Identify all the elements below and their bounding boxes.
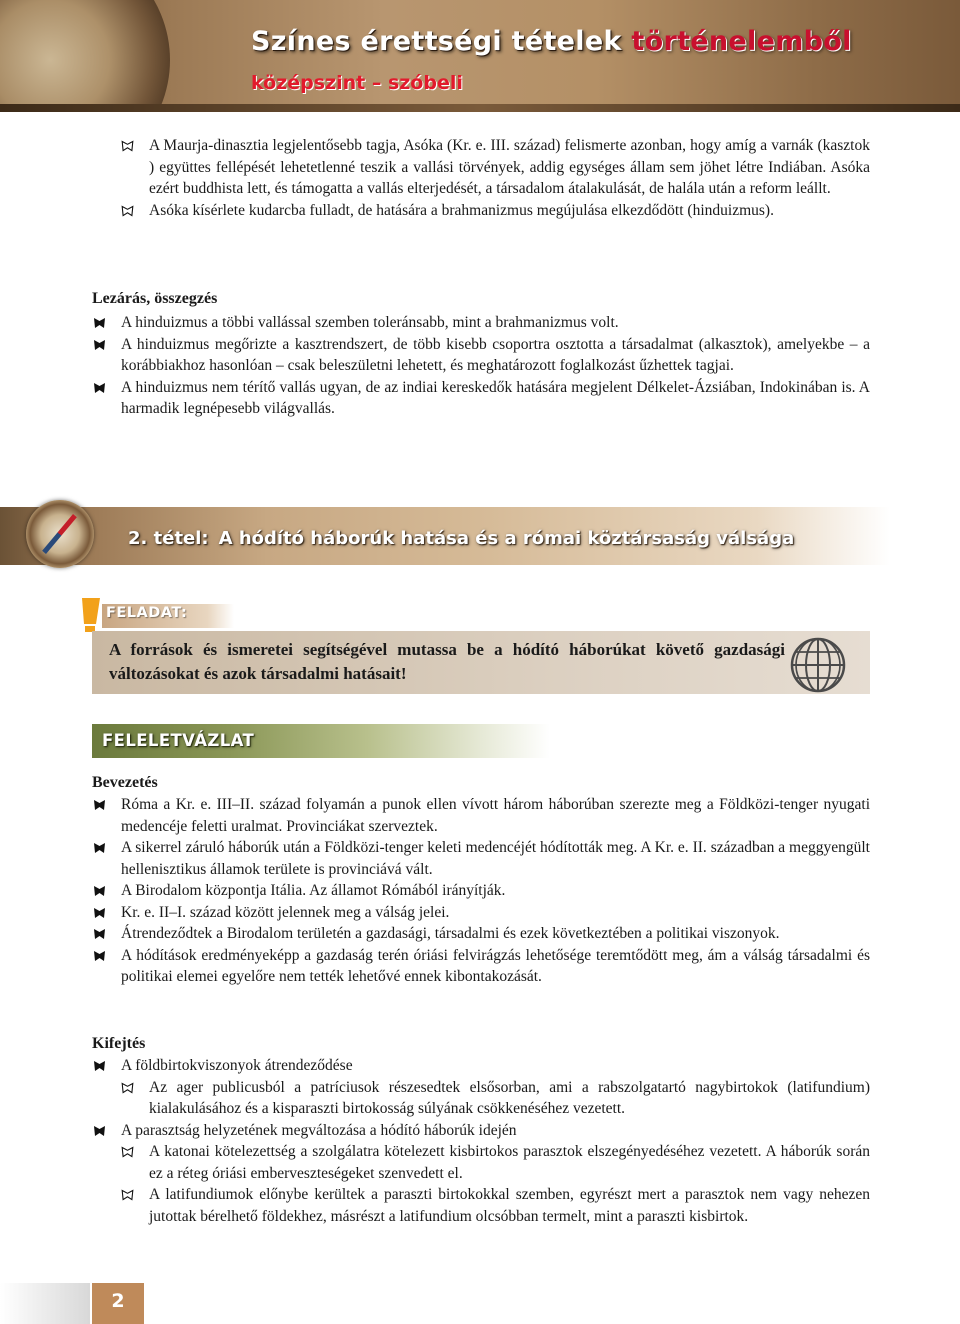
list-item [92,923,870,945]
filled-bullet-icon [93,1125,106,1137]
filled-bullet-icon [93,799,106,811]
list-item-text: A Birodalom központja Itália. Az államot Rómából irányítják. [121,882,506,899]
list-item [120,1077,870,1120]
list-item [120,1141,870,1184]
filled-bullet-icon [93,317,106,329]
list-item-text: A parasztság helyzetének megváltozása a hódító háborúk idején [121,1121,517,1139]
body-section [92,1033,870,1227]
list-item [92,334,870,377]
page-number: 2 [111,1290,125,1312]
globe-icon [790,637,846,693]
list-item-text: A hinduizmus a többi vallással szemben toleránsabb, mint a brahmanizmus volt. [121,314,619,331]
list-item [120,1184,870,1227]
list-item [92,945,870,988]
outline-label: FELELETVÁZLAT [102,731,255,750]
hollow-bullet-icon [121,1189,134,1201]
list-item [92,880,870,902]
list-item-text: A hinduizmus nem térítő vallás ugyan, de az indiai kereskedők hatására megjelent Délkelet-Ázsiában, Indokinában is. A harmadik legnépesebb világvallás. [121,378,870,417]
list-item-text: A hódítások eredményeképp a gazdaság terén óriási felvirágzás lehetősége teremtődött meg, ám a válság társadalmi és politikai elemei egyelőre nem tették lehetővé ennek kibontakozását. [121,946,870,985]
list-item-text: Asóka kísérlete kudarcba fulladt, de hatására a brahmanizmus megújulása elkezdődött (hinduizmus). [149,201,774,219]
list-item [120,135,870,200]
task-label: FELADAT: [106,605,188,621]
list-item-text: A hinduizmus megőrizte a kasztrendszert, de több kisebb csoportra osztotta a társadalmat (alkasztok), amelyekbe – a korábbiakhoz hasonlóan – csak beleszületni lehetett, és meghatározott foglalkozást űzhettek tagjai. [121,335,870,374]
filled-bullet-icon [93,928,106,940]
filled-bullet-icon [93,1060,106,1072]
list-item [92,312,870,334]
list-item [92,902,870,924]
list-item-text: Kr. e. II–I. század között jelennek meg a válság jelei. [121,903,450,921]
list-item [92,377,870,420]
closing-heading: Lezárás, összegzés [92,290,218,307]
hollow-bullet-icon [121,140,134,152]
filled-bullet-icon [93,339,106,351]
list-item-text: Az ager publicusból a patríciusok részesedtek elsősorban, ami a rabszolgatartó nagybirtokok (latifundium) kialakulásához és a kisparaszti birtokosság súlyának csökkenéséhez vezetett. [149,1078,870,1117]
filled-bullet-icon [93,885,106,897]
closing-section [92,288,870,420]
filled-bullet-icon [93,842,106,854]
compass-icon [26,500,94,568]
list-item [92,837,870,880]
list-item [92,1055,870,1077]
top-section [92,135,870,221]
list-item-text: A sikerrel záruló háborúk után a Földközi-tenger keleti medencéjét hódították meg. A Kr. e. II. században a meggyengült hellenisztikus államok területe is provinciává vált. [121,839,870,878]
section-title: 2. tétel: A hódító háborúk hatása és a római köztársaság válsága [128,528,795,549]
filled-bullet-icon [93,950,106,962]
intro-heading: Bevezetés [92,774,158,791]
list-item-text: A latifundiumok előnybe kerültek a paraszti birtokokkal szemben, egyrészt mert a parasztok nem vagy nehezen jutottak bérelhető földekhez, másrészt a latifundium olcsóbban termelt, mint a paraszti kisbirtok. [149,1186,870,1225]
list-item [92,1120,870,1142]
exclamation-icon [78,598,100,632]
list-item-text: A katonai kötelezettség a szolgálatra kötelezett kisbirtokos parasztok elszegényedéséhez vezetett. A háborúk során ez a réteg óriási emberveszteségeket szenvedett el. [149,1143,870,1182]
list-item-text: Róma a Kr. e. III–II. század folyamán a punok ellen vívott három háborúban szerezte meg a Földközi-tenger nyugati medencéje feletti uralmat. Provinciákat szerveztek. [121,796,870,835]
book-subtitle: középszint – szóbeli [251,72,463,94]
body-heading: Kifejtés [92,1035,146,1052]
filled-bullet-icon [93,382,106,394]
list-item [120,200,870,222]
compass-decoration-icon [0,0,170,112]
hollow-bullet-icon [121,1082,134,1094]
hollow-bullet-icon [121,1146,134,1158]
task-text: A források és ismeretei segítségével mutassa be a hódító háborúkat követő gazdasági változásokat és azok társadalmi hatásait! [109,640,785,683]
list-item-text: Átrendeződtek a Birodalom területén a gazdasági, társadalmi és ezek következtében a politikai viszonyok. [121,925,780,942]
intro-section [92,772,870,988]
hollow-bullet-icon [121,205,134,217]
list-item-text: A földbirtokviszonyok átrendeződése [121,1057,353,1074]
list-item [92,794,870,837]
filled-bullet-icon [93,907,106,919]
footer-strip [0,1283,90,1324]
book-title: Színes érettségi tételek történelemből [251,26,852,57]
list-item-text: A Maurja-dinasztia legjelentősebb tagja, Asóka (Kr. e. III. század) felismerte azonban, hogy amíg a varnák (kasztok ) együttes fellépését lehetetlenné teszik a vallási törvények, addig egységes állam sem jöhet létre Indiában. Asóka ezért buddhista lett, és támogatta a vallás elterjedését, a társadalom átalakulását, de halála után a reform leállt. [149,137,870,197]
